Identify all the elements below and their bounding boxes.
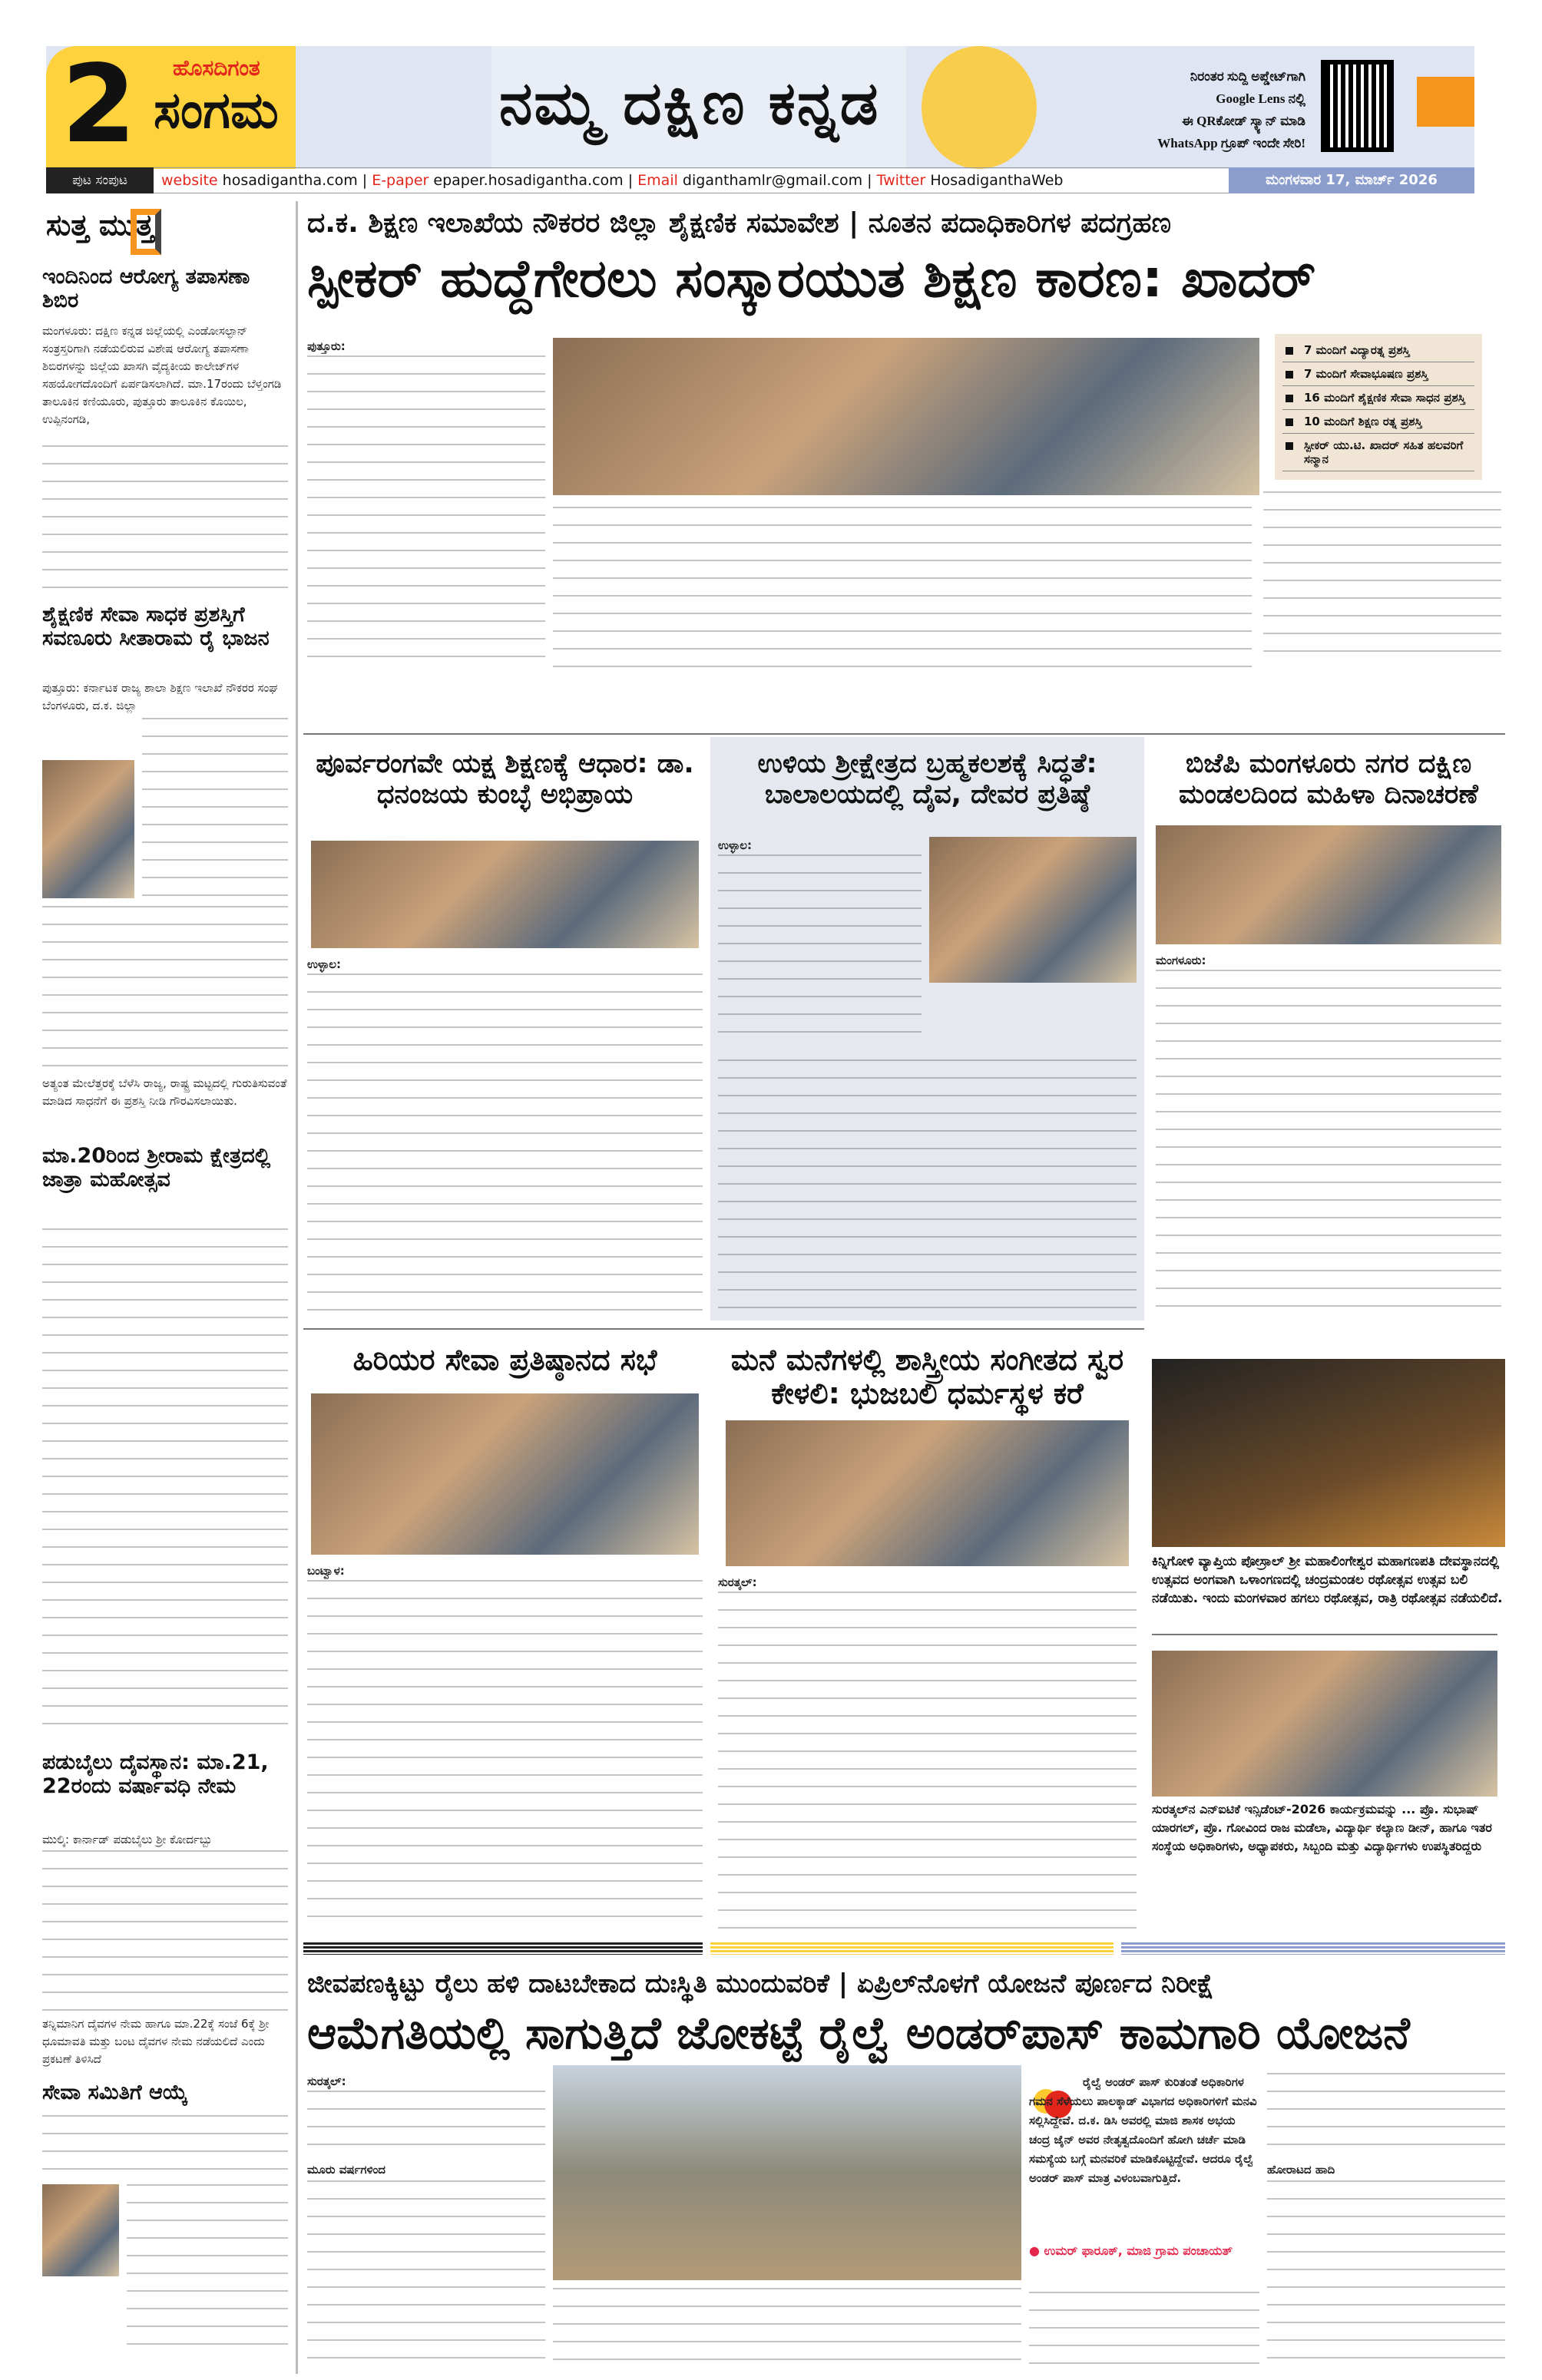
- text-block: [307, 973, 703, 1319]
- text-block: [718, 1592, 1137, 1929]
- text-block: [1267, 2073, 1505, 2157]
- award-ceremony-photo: [553, 338, 1259, 495]
- text-block: [42, 906, 288, 1075]
- qr-line: ಈ QRಕೋಡ್ ಸ್ಕ್ಯಾನ್ ಮಾಡಿ: [1182, 114, 1305, 128]
- section-name: ಸಂಗಮ: [154, 81, 279, 140]
- article-body: ಮುಲ್ಕಿ: ಕಾರ್ನಾಡ್ ಪಡುಬೈಲು ಶ್ರೀ ಕೋರ್ದಬ್ಬು: [42, 1833, 213, 1846]
- dateline: ಮಂಗಳೂರು:: [1156, 954, 1206, 967]
- qr-line: ನಿರಂತರ ಸುದ್ದಿ ಅಪ್ಡೇಟ್‌ಗಾಗಿ: [1190, 69, 1305, 84]
- website-label: website: [161, 172, 218, 189]
- epaper-link[interactable]: epaper.hosadigantha.com: [433, 172, 624, 189]
- text-block: [1156, 970, 1501, 1315]
- page-number: 2: [61, 42, 137, 167]
- article-body: ಮಂಗಳೂರು: ದಕ್ಷಿಣ ಕನ್ನಡ ಜಿಲ್ಲೆಯಲ್ಲಿ ಎಂಡೋಸಲ್ಫಾನ್ ಸಂತ್ರಸ್ತರಿಗಾಗಿ ನಡೆಯಲಿರುವ ವಿಶೇಷ ಆರೋಗ್ಯ ತಪಾಸಣಾ ಶಿಬಿರಗಳನ್ನು ಜಿಲ್ಲೆಯ ಖಾಸಗಿ ವೈದ್ಯಕೀಯ ಕಾಲೇಜ್‌ಗಳ ಸಹಯೋಗದೊಂದಿಗೆ ಏರ್ಪಡಿಸಲಾಗಿದೆ. ಮಾ.17ರಂದು ಬೆಳ್ತಂಗಡಿ ತಾಲೂಕಿನ ಕಣಿಯೂರು, ಪುತ್ತೂರು ತಾಲೂಕಿನ ಕೊಯಿಲ, ಉಪ್ಪಿನಂಗಡಿ,: [42, 324, 282, 426]
- headline: ಉಳಿಯ ಶ್ರೀಕ್ಷೇತ್ರದ ಬ್ರಹ್ಮಕಲಶಕ್ಕೆ ಸಿದ್ಧತೆ: ಬಾಲಾಲಯದಲ್ಲಿ ದೈವ, ದೇವರ ಪ್ರತಿಷ್ಠೆ: [757, 749, 1097, 811]
- headline: ಇಂದಿನಿಂದ ಆರೋಗ್ಯ ತಪಾಸಣಾ ಶಿಬಿರ: [42, 265, 250, 313]
- brand-logo: ಹೊಸದಿಗಂತ: [173, 55, 260, 81]
- masthead-decor-circle: [922, 46, 1037, 169]
- incident-2026-photo: [1152, 1651, 1497, 1797]
- photo-caption: ಸುರತ್ಕಲ್‌ನ ಎನ್‌ಐಟಿಕೆ ಇನ್ಸಿಡೆಂಟ್-2026 ಕಾರ್ಯಕ್ರಮವನ್ನು ... ಪ್ರೊ. ಸುಭಾಷ್ ಯಾರಗಲ್, ಪ್ರೊ. ಗೋವಿಂದ ರಾಜ ಮಡೆಲಾ, ವಿದ್ಯಾರ್ಥಿ ಕಲ್ಯಾಣ ಡೀನ್, ಹಾಗೂ ಇತರ ಸಂಸ್ಥೆಯ ಅಧಿಕಾರಿಗಳು, ಅಧ್ಯಾಪಕರು, ಸಿಬ್ಬಂದಿ ಮತ್ತು ವಿದ್ಯಾರ್ಥಿಗಳು ಉಪಸ್ಥಿತರಿದ್ದರು: [1152, 1802, 1492, 1853]
- text-block: [307, 2091, 545, 2160]
- text-block: [307, 355, 545, 670]
- twitter-link[interactable]: HosadiganthaWeb: [930, 172, 1064, 189]
- stripe-blue: [1121, 1942, 1505, 1955]
- divider: [303, 1328, 1144, 1330]
- dateline: ಸುರತ್ಕಲ್:: [718, 1575, 757, 1589]
- divider: [1152, 1634, 1497, 1635]
- info-label: ಪುಟ ಸಂಪುಟ: [46, 167, 154, 193]
- highlight-item: 7 ಮಂದಿಗೆ ವಿದ್ಯಾರತ್ನ ಪ್ರಶಸ್ತಿ: [1282, 339, 1474, 362]
- text-block: [42, 2115, 288, 2177]
- stripe-yellow: [710, 1942, 1113, 1955]
- highlights-box: [1275, 334, 1482, 480]
- dateline: ಪುತ್ತೂರು:: [307, 339, 346, 353]
- top-story-kicker: ದ.ಕ. ಶಿಕ್ಷಣ ಇಲಾಖೆಯ ನೌಕರರ ಜಿಲ್ಲಾ ಶೈಕ್ಷಣಿಕ ಸಮಾವೇಶ | ನೂತನ ಪದಾಧಿಕಾರಿಗಳ ಪದಗ್ರಹಣ: [307, 207, 1171, 239]
- text-block: [142, 718, 288, 902]
- yakshagana-event-photo: [311, 841, 699, 948]
- highlight-item: 16 ಮಂದಿಗೆ ಶೈಕ್ಷಣಿಕ ಸೇವಾ ಸಾಧನ ಪ್ರಶಸ್ತಿ: [1282, 386, 1474, 410]
- quote-attribution: ● ಉಮರ್ ಫಾರೂಕ್, ಮಾಜಿ ಗ್ರಾಮ ಪಂಚಾಯತ್: [1029, 2243, 1233, 2258]
- article-body: ಪುತ್ತೂರು: ಕರ್ನಾಟಕ ರಾಜ್ಯ ಶಾಲಾ ಶಿಕ್ಷಣ ಇಲಾಖೆ ನೌಕರರ ಸಂಘ ಬೆಂಗಳೂರು, ದ.ಕ. ಜಿಲ್ಲಾ: [42, 681, 278, 712]
- column-divider: [296, 201, 298, 2374]
- twitter-label: Twitter: [876, 172, 926, 189]
- text-block: [1029, 2292, 1259, 2365]
- qr-instructions: [1075, 65, 1305, 154]
- railway-underpass-photo: [553, 2065, 1021, 2280]
- sutta-mutta-logo: ಸುತ್ತ ಮುತ್ತ: [46, 208, 154, 242]
- bottom-story-headline: ಆಮೆಗತಿಯಲ್ಲಿ ಸಾಗುತ್ತಿದೆ ಜೋಕಟ್ಟೆ ರೈಲ್ವೆ ಅಂಡರ್‌ಪಾಸ್ ಕಾಮಗಾರಿ ಯೋಜನೆ: [307, 2007, 1410, 2059]
- email-link[interactable]: diganthamlr@gmail.com: [682, 172, 863, 189]
- issue-date: ಮಂಗಳವಾರ 17, ಮಾರ್ಚ್ 2026: [1229, 167, 1474, 193]
- headline: ಮಾ.20ರಿಂದ ಶ್ರೀರಾಮ ಕ್ಷೇತ್ರದಲ್ಲಿ ಜಾತ್ರಾ ಮಹೋತ್ಸವ: [42, 1144, 271, 1192]
- top-story-headline: ಸ್ಪೀಕರ್ ಹುದ್ದೆಗೇರಲು ಸಂಸ್ಕಾರಯುತ ಶಿಕ್ಷಣ ಕಾರಣ: ಖಾದರ್: [307, 249, 1316, 309]
- text-block: [1267, 2180, 1505, 2365]
- text-block: [553, 507, 1252, 668]
- email-label: Email: [637, 172, 678, 189]
- highlight-item: 7 ಮಂದಿಗೆ ಸೇವಾಭೂಷಣ ಪ್ರಶಸ್ತಿ: [1282, 362, 1474, 386]
- qr-line: Google Lens ನಲ್ಲಿ: [1216, 91, 1305, 106]
- headline: ಶೈಕ್ಷಣಿಕ ಸೇವಾ ಸಾಧಕ ಪ್ರಶಸ್ತಿಗೆ ಸವಣೂರು ಸೀತಾರಾಮ ರೈ ಭಾಜನ: [42, 603, 270, 651]
- orange-accent: [1417, 77, 1474, 127]
- dateline: ಉಳ್ಳಾಲ:: [307, 957, 341, 971]
- dateline: ಉಳ್ಳಾಲ:: [718, 838, 752, 852]
- portrait-photo: [42, 760, 134, 898]
- text-block: [307, 1580, 703, 1925]
- portrait-photo: [42, 2184, 119, 2276]
- pull-quote: ರೈಲ್ವೆ ಅಂಡರ್ ಪಾಸ್ ಕುರಿತಂತೆ ಅಧಿಕಾರಿಗಳ ಗಮನ ಸೆಳೆಯಲು ಪಾಲಕ್ಕಾಡ್ ವಿಭಾಗದ ಅಧಿಕಾರಿಗಳಿಗೆ ಮನವಿ ಸಲ್ಲಿಸಿದ್ದೇವೆ. ದ.ಕ. ಡಿಸಿ ಅವರಲ್ಲಿ ಮಾಜಿ ಶಾಸಕ ಅಭಯ ಚಂದ್ರ ಜೈನ್ ಅವರ ನೇತೃತ್ವದೊಂದಿಗೆ ಹೋಗಿ ಚರ್ಚೆ ಮಾಡಿ ಸಮಸ್ಯೆಯ ಬಗ್ಗೆ ಮನವರಿಕೆ ಮಾಡಿಕೊಟ್ಟಿದ್ದೇವೆ. ಆದರೂ ರೈಲ್ವೆ ಅಂಡರ್ ಪಾಸ್ ಮಾತ್ರ ವಿಳಂಬವಾಗುತ್ತಿದೆ.: [1029, 2075, 1257, 2185]
- contact-links: website hosadigantha.com | E-paper epaper.hosadigantha.com | Email diganthamlr@gmail.com | Twitter HosadiganthaWeb: [161, 172, 1064, 189]
- bottom-story-kicker: ಜೀವಪಣಕ್ಕಿಟ್ಟು ರೈಲು ಹಳಿ ದಾಟಬೇಕಾದ ದುಃಸ್ಥಿತಿ ಮುಂದುವರಿಕೆ | ಏಪ್ರಿಲ್‌ನೊಳಗೆ ಯೋಜನೆ ಪೂರ್ಣದ ನಿರೀಕ್ಷೆ: [307, 1968, 1214, 1999]
- headline: ಬಿಜೆಪಿ ಮಂಗಳೂರು ನಗರ ದಕ್ಷಿಣ ಮಂಡಲದಿಂದ ಮಹಿಳಾ ದಿನಾಚರಣೆ: [1179, 749, 1478, 811]
- headline: ಪೂರ್ವರಂಗವೇ ಯಕ್ಷ ಶಿಕ್ಷಣಕ್ಕೆ ಆಧಾರ: ಡಾ. ಧನಂಜಯ ಕುಂಬ್ಳೆ ಅಭಿಪ್ರಾಯ: [316, 749, 694, 811]
- headline: ಮನೆ ಮನೆಗಳಲ್ಲಿ ಶಾಸ್ತ್ರೀಯ ಸಂಗೀತದ ಸ್ವರ ಕೇಳಲಿ: ಭುಜಬಲಿ ಧರ್ಮಸ್ಥಳ ಕರೆ: [730, 1343, 1124, 1410]
- stripe-black: [303, 1942, 703, 1955]
- article-body: ಅತ್ಯಂತ ಮೇಲೆತ್ತರಕ್ಕೆ ಬೆಳೆಸಿ ರಾಜ್ಯ, ರಾಷ್ಟ್ರ ಮಟ್ಟದಲ್ಲಿ ಗುರುತಿಸುವಂತೆ ಮಾಡಿದ ಸಾಧನೆಗೆ ಈ ಪ್ರಶಸ್ತಿ ನೀಡಿ ಗೌರವಿಸಲಾಯಿತು.: [42, 1076, 287, 1108]
- temple-photo: [929, 837, 1137, 983]
- headline: ಪಡುಬೈಲು ದೈವಸ್ಥಾನ: ಮಾ.21, 22ರಂದು ವರ್ಷಾವಧಿ ನೇಮ: [42, 1750, 269, 1799]
- text-block: [42, 1228, 288, 1735]
- text-block: [42, 445, 288, 599]
- text-block: [307, 2180, 545, 2365]
- text-block: [127, 2184, 288, 2361]
- highlight-item: 10 ಮಂದಿಗೆ ಶಿಕ್ಷಣ ರತ್ನ ಪ್ರಶಸ್ತಿ: [1282, 410, 1474, 434]
- headline: ಹಿರಿಯರ ಸೇವಾ ಪ್ರತಿಷ್ಠಾನದ ಸಭೆ: [352, 1343, 657, 1377]
- headline: ಸೇವಾ ಸಮಿತಿಗೆ ಆಯ್ಕೆ: [42, 2081, 188, 2104]
- dateline: ಬಂಟ್ವಾಳ:: [307, 1564, 345, 1578]
- text-block: [42, 1850, 288, 2011]
- door-icon: [131, 209, 161, 255]
- divider: [303, 733, 1505, 735]
- womens-day-photo: [1156, 825, 1501, 944]
- qr-code-icon[interactable]: [1321, 60, 1394, 152]
- highlight-item: ಸ್ಪೀಕರ್ ಯು.ಟಿ. ಖಾದರ್ ಸಹಿತ ಹಲವರಿಗೆ ಸನ್ಮಾನ: [1282, 434, 1474, 471]
- page-title: ನಮ್ಮ ದಕ್ಷಿಣ ಕನ್ನಡ: [499, 69, 880, 138]
- photo-caption: ಕಿನ್ನಿಗೋಳಿ ವ್ಯಾಪ್ತಿಯ ಪೋಸ್ರಾಲ್ ಶ್ರೀ ಮಹಾಲಿಂಗೇಶ್ವರ ಮಹಾಗಣಪತಿ ದೇವಸ್ಥಾನದಲ್ಲಿ ಉತ್ಸವದ ಅಂಗವಾಗಿ ಒಳಾಂಗಣದಲ್ಲಿ ಚಂದ್ರಮಂಡಲ ರಥೋತ್ಸವ ಉತ್ಸವ ಬಲಿ ನಡೆಯಿತು. ಇಂದು ಮಂಗಳವಾರ ಹಗಲು ರಥೋತ್ಸವ, ರಾತ್ರಿ ರಥೋತ್ಸವ ನಡೆಯಲಿದೆ.: [1152, 1554, 1503, 1606]
- article-body: ತನ್ನಿಮಾನಿಗ ದೈವಗಳ ನೇಮ ಹಾಗೂ ಮಾ.22ಕ್ಕೆ ಸಂಜೆ 6ಕ್ಕೆ ಶ್ರೀ ಧೂಮಾವತಿ ಮತ್ತು ಬಂಟ ದೈವಗಳ ನೇಮ ನಡೆಯಲಿದೆ ಎಂದು ಪ್ರಕಟಣೆ ತಿಳಿಸಿದೆ: [42, 2017, 270, 2066]
- epaper-label: E-paper: [372, 172, 429, 189]
- website-link[interactable]: hosadigantha.com: [222, 172, 358, 189]
- qr-line: WhatsApp ಗ್ರೂಪ್ ಇಂದೇ ಸೇರಿ!: [1157, 136, 1305, 150]
- quote-author: ಉಮರ್ ಫಾರೂಕ್, ಮಾಜಿ ಗ್ರಾಮ ಪಂಚಾಯತ್: [1044, 2243, 1233, 2258]
- text-block: [718, 854, 922, 1046]
- subheading: ಮೂರು ವರ್ಷಗಳಿಂದ: [307, 2163, 386, 2177]
- text-block: [718, 1059, 1137, 1317]
- meeting-photo: [311, 1393, 699, 1555]
- chariot-festival-photo: [1152, 1359, 1505, 1547]
- music-event-photo: [726, 1420, 1129, 1566]
- text-block: [1263, 491, 1501, 668]
- subheading: ಹೋರಾಟದ ಹಾದಿ: [1267, 2163, 1335, 2177]
- text-block: [553, 2288, 1021, 2365]
- dateline: ಸುರತ್ಕಲ್:: [307, 2074, 346, 2088]
